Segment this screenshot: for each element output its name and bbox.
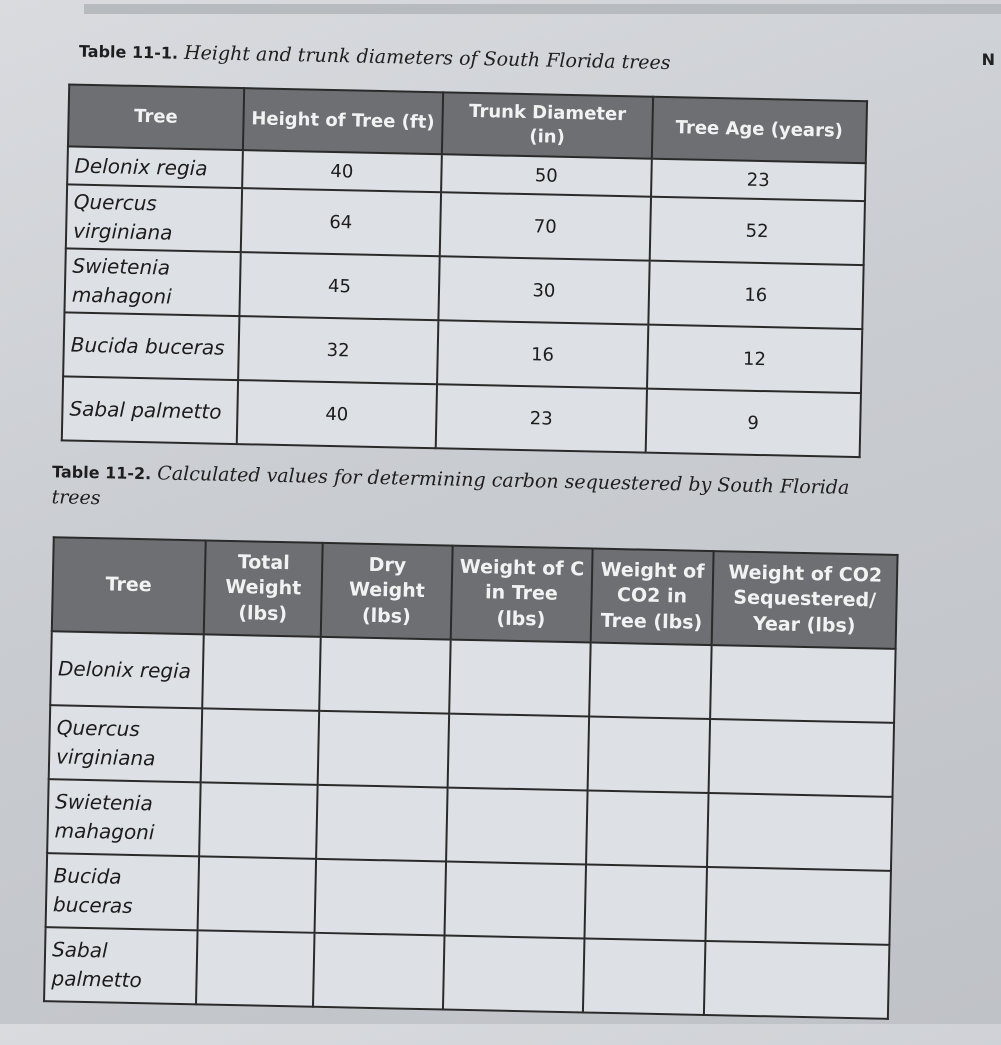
table2-header-dry-weight: Dry Weight (lbs): [321, 543, 453, 640]
age-value: 16: [648, 261, 864, 329]
diameter-value: 50: [441, 154, 651, 196]
tree-name: Bucida buceras: [63, 312, 239, 380]
total-weight-cell[interactable]: [196, 930, 315, 1006]
table1-header-age: Tree Age (years): [651, 97, 867, 163]
tree-name: Quercus virginiana: [66, 184, 242, 252]
table2-header-tree: Tree: [52, 537, 206, 634]
tree-name: Bucida buceras: [46, 853, 199, 930]
age-value: 52: [649, 197, 865, 265]
total-weight-cell[interactable]: [197, 856, 316, 932]
tree-name: Swietenia mahagoni: [64, 248, 240, 316]
dry-weight-cell[interactable]: [315, 859, 446, 936]
carbon-weight-cell[interactable]: [443, 936, 584, 1013]
tree-name: Delonix regia: [67, 146, 242, 188]
table1-title: Height and trunk diameters of South Florida trees: [183, 41, 671, 75]
co2-per-year-cell[interactable]: [707, 793, 892, 871]
tree-measurements-table: [61, 83, 868, 458]
table2-header-co2-weight: Weight of CO2 in Tree (lbs): [590, 549, 714, 646]
total-weight-cell[interactable]: [199, 782, 318, 858]
table2-title: Calculated values for determining carbon sequestered by South Florida trees: [51, 462, 850, 509]
height-value: 64: [240, 188, 441, 256]
table1-header-diameter: Trunk Diameter (in): [442, 92, 653, 158]
diameter-value: 30: [438, 256, 649, 324]
table2-header-carbon-weight: Weight of C in Tree (lbs): [451, 546, 592, 643]
height-value: 40: [236, 380, 437, 448]
table1-header-tree: Tree: [68, 84, 244, 150]
dry-weight-cell[interactable]: [320, 637, 451, 714]
table2-header-total-weight: Total Weight (lbs): [203, 540, 323, 636]
tree-name: Delonix regia: [50, 631, 203, 708]
table1-caption: [79, 40, 671, 74]
table2-header-co2-per-year: Weight of CO2 Sequestered/ Year (lbs): [712, 551, 898, 649]
co2-per-year-cell[interactable]: [706, 867, 891, 945]
co2-per-year-cell[interactable]: [710, 645, 895, 723]
tree-name: Sabal palmetto: [44, 927, 197, 1004]
co2-per-year-cell[interactable]: [709, 719, 894, 797]
table2-caption: [51, 459, 852, 527]
total-weight-cell[interactable]: [200, 708, 319, 784]
age-value: 9: [645, 389, 861, 457]
age-value: 12: [647, 325, 863, 393]
tree-name: Sabal palmetto: [62, 376, 238, 444]
carbon-weight-cell[interactable]: [449, 640, 590, 717]
co2-weight-cell[interactable]: [586, 790, 709, 867]
dry-weight-cell[interactable]: [313, 933, 444, 1010]
co2-weight-cell[interactable]: [589, 643, 712, 720]
dry-weight-cell[interactable]: [318, 711, 449, 788]
table2-label: Table 11-2.: [51, 462, 152, 484]
co2-per-year-cell[interactable]: [704, 941, 889, 1019]
tree-name: Quercus virginiana: [49, 705, 202, 782]
carbon-weight-cell[interactable]: [445, 862, 586, 939]
diameter-value: 70: [440, 192, 651, 260]
total-weight-cell[interactable]: [202, 634, 321, 710]
carbon-weight-cell[interactable]: [446, 788, 587, 865]
carbon-sequestration-table: [43, 536, 899, 1020]
edge-letter: N: [981, 50, 995, 69]
height-value: 45: [239, 252, 440, 320]
age-value: 23: [651, 159, 866, 201]
tree-name: Swietenia mahagoni: [47, 779, 200, 856]
height-value: 32: [238, 316, 439, 384]
co2-weight-cell[interactable]: [587, 716, 710, 793]
diameter-value: 23: [436, 384, 647, 452]
table1-header-height: Height of Tree (ft): [243, 88, 444, 154]
co2-weight-cell[interactable]: [582, 938, 705, 1015]
height-value: 40: [242, 150, 442, 192]
diameter-value: 16: [437, 320, 648, 388]
carbon-weight-cell[interactable]: [448, 714, 589, 791]
table2-header-row: [52, 537, 898, 649]
table1-label: Table 11-1.: [78, 41, 179, 63]
co2-weight-cell[interactable]: [584, 864, 707, 941]
dry-weight-cell[interactable]: [316, 785, 447, 862]
